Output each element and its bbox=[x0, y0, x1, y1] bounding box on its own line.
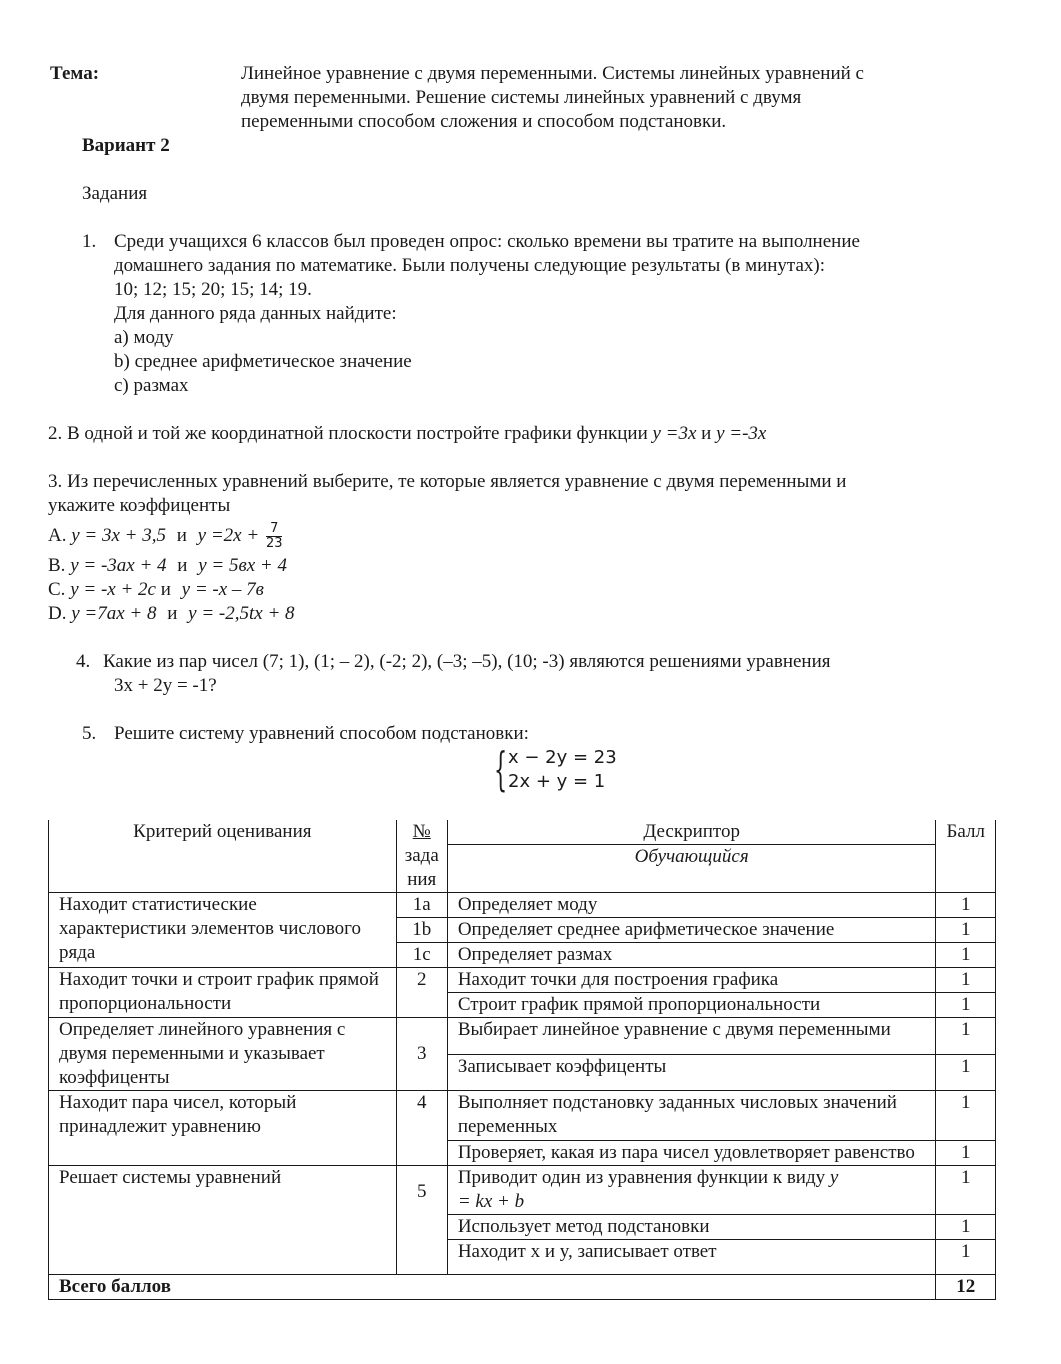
task-4-equation: 3x + 2y = -1? bbox=[114, 675, 217, 696]
task-2-conjunction: и bbox=[696, 423, 717, 444]
option-conjunction: и bbox=[177, 555, 188, 576]
descriptor-cell: Определяет среднее арифметическое значение bbox=[447, 918, 936, 943]
task-3-line: укажите коэффиценты bbox=[48, 495, 231, 516]
descriptor-cell: Использует метод подстановки bbox=[447, 1215, 936, 1240]
header-descriptor-sub: Обучающийся bbox=[447, 845, 936, 893]
score-cell: 1 bbox=[936, 1091, 996, 1141]
table-header-row bbox=[49, 820, 996, 845]
task-4-line: Какие из пар чисел (7; 1), (1; – 2), (-2; 2), (–3; –5), (10; -3) являются решениями уравнения bbox=[103, 651, 831, 672]
fraction-numerator: 7 bbox=[266, 522, 283, 537]
option-equation-1: y = -3ax + 4 bbox=[70, 555, 167, 576]
option-equation-1: y = -x + 2c bbox=[70, 579, 156, 600]
option-label: C. bbox=[48, 579, 66, 600]
descriptor-cell: Выбирает линейное уравнение с двумя переменными bbox=[447, 1018, 936, 1055]
header-task-no-line: ния bbox=[407, 869, 437, 890]
topic-line: Линейное уравнение с двумя переменными. Системы линейных уравнений с bbox=[241, 63, 864, 84]
score-cell: 1 bbox=[936, 918, 996, 943]
descriptor-math: = kx + b bbox=[457, 1191, 525, 1212]
task-2-function-1: y =3x bbox=[652, 423, 697, 444]
option-equation-1: y = 3x + 3,5 bbox=[71, 524, 166, 546]
task-5-number: 5. bbox=[82, 723, 97, 744]
criterion-cell: Решает системы уравнений bbox=[49, 1166, 397, 1275]
task-2 bbox=[48, 422, 766, 446]
task-4-number: 4. bbox=[76, 651, 91, 672]
task-1-line: Для данного ряда данных найдите: bbox=[114, 303, 397, 324]
header-task-no-line: зада bbox=[404, 845, 439, 866]
score-cell: 1 bbox=[936, 1215, 996, 1240]
score-cell: 1 bbox=[936, 1166, 996, 1215]
task-cell: 1b bbox=[396, 918, 447, 943]
criterion-cell: Находит статистические характеристики элементов числового ряда bbox=[49, 893, 397, 968]
task-2-text: 2. В одной и той же координатной плоскости постройте графики функции bbox=[48, 423, 653, 444]
option-label: A. bbox=[48, 524, 67, 546]
system-equation-2: 2x + y = 1 bbox=[508, 771, 606, 792]
task-cell-value: 5 bbox=[417, 1181, 427, 1202]
descriptor-cell: Определяет моду bbox=[447, 893, 936, 918]
option-equation-2: y = 5вx + 4 bbox=[198, 555, 287, 576]
system-equation-1: x − 2y = 23 bbox=[508, 747, 617, 768]
brace-icon: { bbox=[494, 742, 508, 796]
task-3-line: 3. Из перечисленных уравнений выберите, те которые является уравнение с двумя переменными и bbox=[48, 471, 847, 492]
task-3-option-a bbox=[48, 522, 282, 551]
table-row bbox=[49, 968, 996, 993]
score-cell: 1 bbox=[936, 1054, 996, 1091]
task-2-function-2: y =-3x bbox=[716, 423, 767, 444]
task-1-number: 1. bbox=[82, 231, 97, 252]
variant-title: Вариант 2 bbox=[82, 135, 170, 156]
table-row bbox=[49, 893, 996, 918]
task-cell: 2 bbox=[396, 968, 447, 1018]
task-cell: 1a bbox=[396, 893, 447, 918]
task-3-option-b bbox=[48, 554, 287, 578]
option-equation-2: y =2x + bbox=[197, 524, 264, 546]
total-label: Всего баллов bbox=[49, 1275, 936, 1300]
descriptor-cell: Определяет размах bbox=[447, 943, 936, 968]
score-cell: 1 bbox=[936, 1240, 996, 1275]
score-cell: 1 bbox=[936, 893, 996, 918]
option-equation-2: y = -x – 7в bbox=[181, 579, 264, 600]
option-label: D. bbox=[48, 603, 67, 624]
score-cell: 1 bbox=[936, 1140, 996, 1165]
descriptor-cell: Проверяет, какая из пара чисел удовлетворяет равенство bbox=[447, 1140, 936, 1165]
descriptor-cell: Выполняет подстановку заданных числовых значений переменных bbox=[447, 1091, 936, 1141]
task-cell: 3 bbox=[396, 1018, 447, 1091]
table-row bbox=[49, 1018, 996, 1055]
task-cell: 1c bbox=[396, 943, 447, 968]
header-criterion: Критерий оценивания bbox=[49, 820, 397, 893]
task-5-text: Решите систему уравнений способом подстановки: bbox=[114, 723, 529, 744]
criterion-cell: Находит пара чисел, который принадлежит уравнению bbox=[49, 1091, 397, 1166]
task-1-line: Среди учащихся 6 классов был проведен опрос: сколько времени вы тратите на выполнение bbox=[114, 231, 860, 252]
fraction-denominator: 23 bbox=[265, 536, 283, 551]
descriptor-cell: Находит точки для построения графика bbox=[447, 968, 936, 993]
total-row bbox=[49, 1275, 996, 1300]
task-1-line: домашнего задания по математике. Были получены следующие результаты (в минутах): bbox=[114, 255, 826, 276]
rubric-table bbox=[48, 820, 996, 1300]
score-cell: 1 bbox=[936, 943, 996, 968]
total-value: 12 bbox=[936, 1275, 996, 1300]
descriptor-cell bbox=[447, 1166, 936, 1215]
task-cell: 4 bbox=[396, 1091, 447, 1166]
score-cell: 1 bbox=[936, 993, 996, 1018]
tasks-heading: Задания bbox=[82, 183, 148, 204]
option-equation-2: y = -2,5tx + 8 bbox=[188, 603, 295, 624]
header-task-no bbox=[396, 820, 447, 893]
task-1-item-a: a) моду bbox=[114, 327, 174, 348]
topic-label: Тема: bbox=[50, 63, 100, 84]
task-1-item-b: b) среднее арифметическое значение bbox=[114, 351, 412, 372]
descriptor-cell: Строит график прямой пропорциональности bbox=[447, 993, 936, 1018]
score-cell: 1 bbox=[936, 1018, 996, 1055]
topic-line: двумя переменными. Решение системы линейных уравнений с двумя bbox=[241, 87, 802, 108]
option-conjunction: и bbox=[167, 603, 178, 624]
descriptor-text: Приводит один из уравнения функции к виду bbox=[457, 1167, 830, 1188]
score-cell: 1 bbox=[936, 968, 996, 993]
descriptor-cell: Записывает коэффиценты bbox=[447, 1054, 936, 1091]
descriptor-cell: Находит x и y, записывает ответ bbox=[447, 1240, 936, 1275]
topic-text bbox=[241, 62, 864, 134]
task-1 bbox=[114, 230, 860, 398]
task-3-option-c bbox=[48, 578, 264, 602]
equation-system bbox=[494, 742, 634, 796]
table-row bbox=[49, 1166, 996, 1215]
table-row bbox=[49, 1091, 996, 1141]
header-score: Балл bbox=[936, 820, 996, 893]
task-3 bbox=[48, 470, 846, 518]
option-conjunction: и bbox=[160, 579, 171, 600]
criterion-cell: Находит точки и строит график прямой пропорциональности bbox=[49, 968, 397, 1018]
header-descriptor: Дескриптор bbox=[447, 820, 936, 845]
option-label: B. bbox=[48, 555, 66, 576]
task-3-option-d bbox=[48, 602, 295, 626]
option-equation-1: y =7ax + 8 bbox=[71, 603, 157, 624]
fraction bbox=[266, 522, 283, 551]
task-1-data: 10; 12; 15; 20; 15; 14; 19. bbox=[114, 279, 312, 300]
task-1-item-c: c) размах bbox=[114, 375, 189, 396]
topic-line: переменными способом сложения и способом подстановки. bbox=[241, 111, 727, 132]
header-task-no-line: № bbox=[412, 821, 431, 842]
descriptor-math: y bbox=[829, 1167, 839, 1188]
criterion-cell: Определяет линейного уравнения с двумя переменными и указывает коэффиценты bbox=[49, 1018, 397, 1091]
option-conjunction: и bbox=[176, 524, 187, 546]
task-4 bbox=[103, 650, 831, 698]
task-cell bbox=[396, 1166, 447, 1275]
